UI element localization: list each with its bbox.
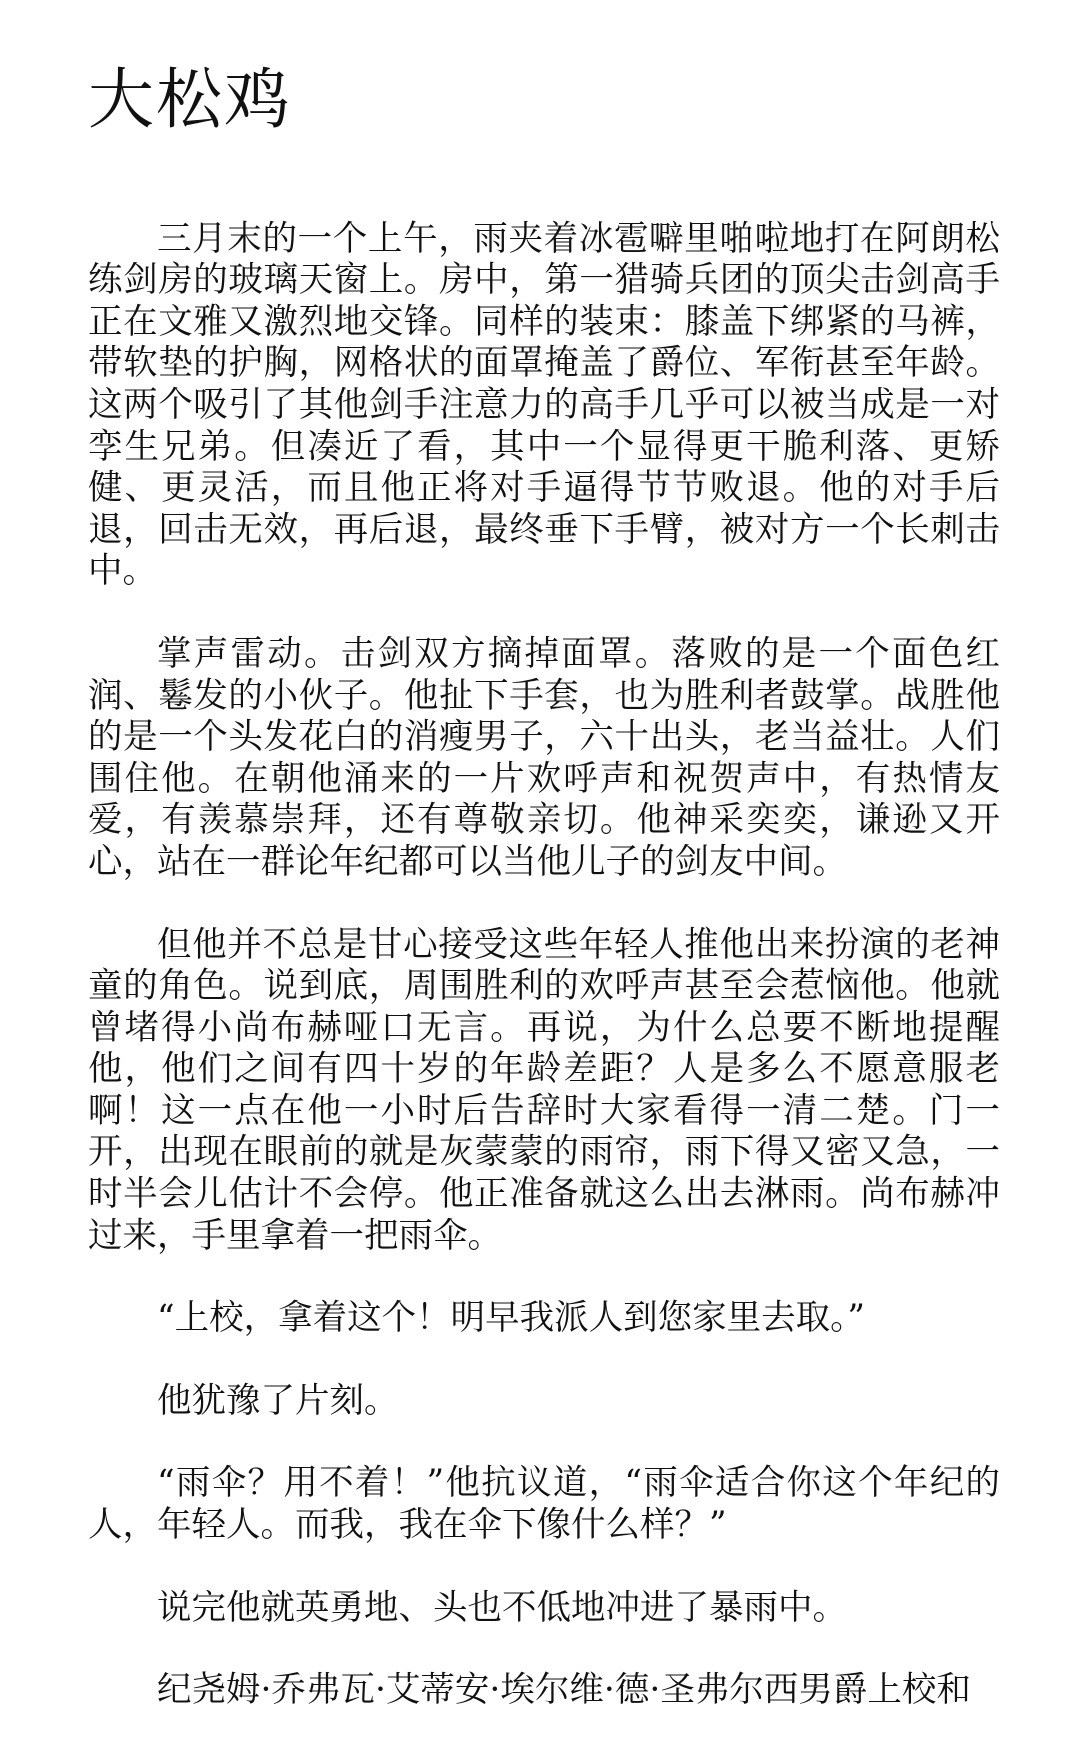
- page-title: 大松鸡: [88, 61, 292, 138]
- paragraph-5: 他犹豫了片刻。: [157, 1380, 399, 1421]
- paragraph-4: “上校，拿着这个！明早我派人到您家里去取。”: [157, 1298, 866, 1339]
- paragraph-1: 三月末的一个上午，雨夹着冰雹噼里啪啦地打在阿朗松练剑房的玻璃天窗上。房中，第一猎骑兵团的顶尖击剑高手正在文雅又激烈地交锋。同样的装束：膝盖下绑紧的马裤，带软垫的护胸，网格状的面罩掩盖了爵位、军衔甚至年龄。这两个吸引了其他剑手注意力的高手几乎可以被当成是一对孪生兄弟。但凑近了看，其中一个显得更干脆利落、更矫健、更灵活，而且他正将对手逼得节节败退。他的对手后退，回击无效，再后退，最终垂下手臂，被对方一个长刺击中。: [88, 218, 1000, 592]
- paragraph-3: 但他并不总是甘心接受这些年轻人推他出来扮演的老神童的角色。说到底，周围胜利的欢呼声甚至会惹恼他。他就曾堵得小尚布赫哑口无言。再说，为什么总要不断地提醒他，他们之间有四十岁的年龄差距？人是多么不愿意服老啊！这一点在他一小时后告辞时大家看得一清二楚。门一开，出现在眼前的就是灰蒙蒙的雨帘，雨下得又密又急，一时半会儿估计不会停。他正准备就这么出去淋雨。尚布赫冲过来，手里拿着一把雨伞。: [88, 924, 1000, 1256]
- paragraph-8: 纪尧姆·乔弗瓦·艾蒂安·埃尔维·德·圣弗尔西男爵上校和: [157, 1670, 971, 1711]
- paragraph-2: 掌声雷动。击剑双方摘掉面罩。落败的是一个面色红润、鬈发的小伙子。他扯下手套，也为胜利者鼓掌。战胜他的是一个头发花白的消瘦男子，六十出头，老当益壮。人们围住他。在朝他涌来的一片欢呼声和祝贺声中，有热情友爱，有羡慕崇拜，还有尊敬亲切。他神采奕奕，谦逊又开心，站在一群论年纪都可以当他儿子的剑友中间。: [88, 633, 1000, 882]
- paragraph-7: 说完他就英勇地、头也不低地冲进了暴雨中。: [157, 1587, 847, 1628]
- document-page: [88, 0, 1000, 1753]
- body-text: [88, 219, 1000, 1712]
- paragraph-6: “雨伞？用不着！”他抗议道，“雨伞适合你这个年纪的人，年轻人。而我，我在伞下像什么样？”: [88, 1463, 1000, 1546]
